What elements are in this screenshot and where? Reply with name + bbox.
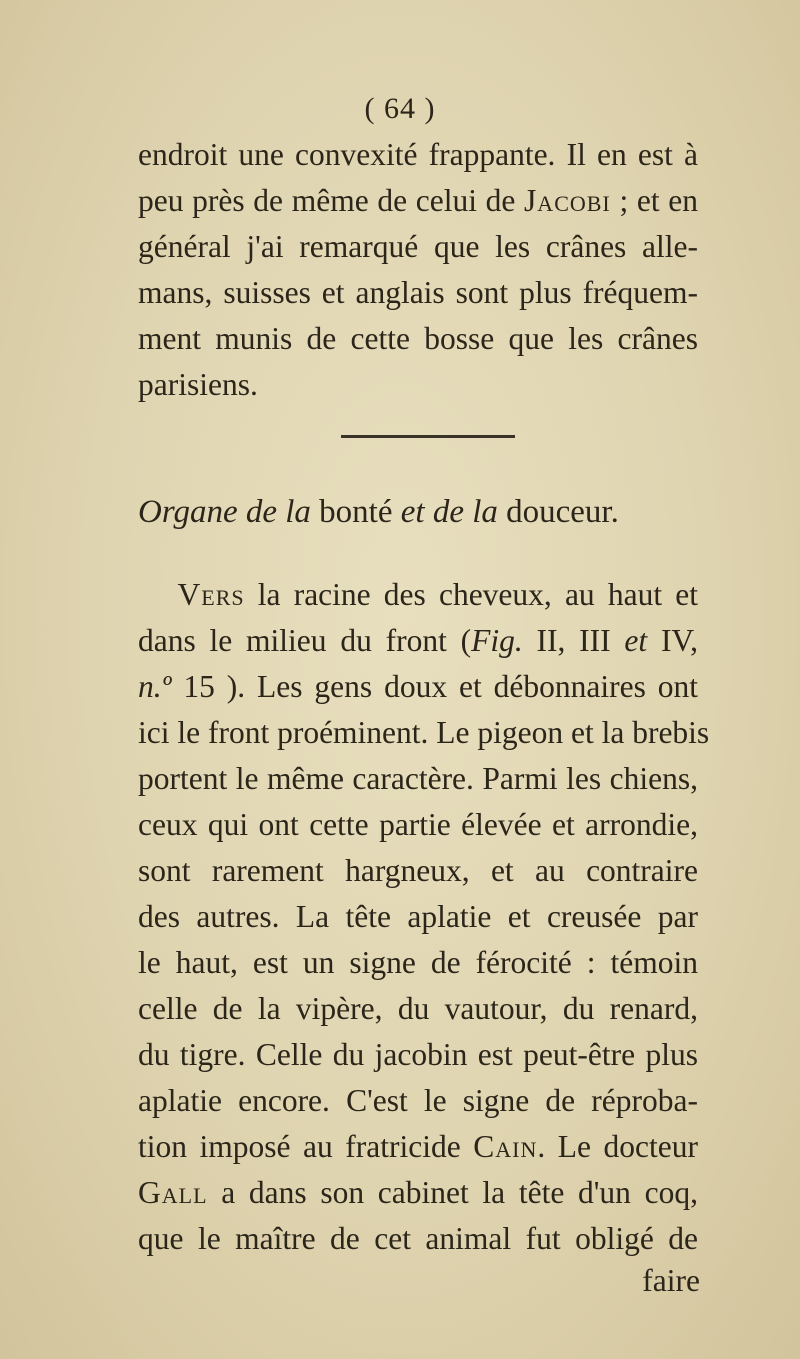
text-line: général j'ai remarqué que les crânes alle-: [138, 229, 698, 264]
paragraph-body: [138, 572, 710, 1262]
text-line: parisiens.: [138, 367, 258, 402]
text-line: ceux qui ont cette partie élevée et arrondie,: [138, 807, 698, 842]
heading-fragment: bonté: [319, 494, 401, 530]
text-line: celle de la vipère, du vautour, du renard,: [138, 991, 698, 1026]
text-fragment: peu près de même de celui de: [138, 183, 525, 218]
text-fragment: 15 ). Les gens doux et débonnaires ont: [171, 669, 698, 704]
catchword: faire: [642, 1263, 700, 1298]
text-line: du tigre. Celle du jacobin est peut-être plus: [138, 1037, 698, 1072]
opening-word: Vers: [177, 577, 245, 612]
text-line: des autres. La tête aplatie et creusée par: [138, 899, 698, 934]
text-line: [138, 618, 698, 664]
text-fragment: dans le milieu du front (: [138, 623, 472, 658]
text-line: [138, 572, 698, 618]
text-line: sont rarement hargneux, et au contraire: [138, 853, 698, 888]
text-fragment: a dans son cabinet la tête d'un coq,: [207, 1175, 698, 1210]
text-line: portent le même caractère. Parmi les chiens,: [138, 761, 698, 796]
text-line: aplatie encore. C'est le signe de réproba-: [138, 1083, 698, 1118]
text-line: endroit une convexité frappante. Il en est à: [138, 137, 698, 172]
heading-fragment: douceur.: [506, 494, 619, 530]
text-line: [138, 1124, 698, 1170]
text-line: que le maître de cet animal fut obligé de: [138, 1221, 698, 1256]
text-line: [138, 178, 698, 224]
text-fragment: la racine des cheveux, au haut et: [244, 577, 698, 612]
text-line: mans, suisses et anglais sont plus fréquem-: [138, 275, 698, 310]
section-heading: [138, 490, 698, 534]
person-name-gall: Gall: [138, 1175, 208, 1210]
text-fragment: IV,: [647, 623, 698, 658]
text-line: le haut, est un signe de férocité : témoin: [138, 945, 698, 980]
number-ref: n.º: [138, 669, 172, 704]
page-number: ( 64 ): [364, 92, 436, 125]
heading-fragment: Organe de la: [138, 494, 320, 530]
text-fragment: ; et en: [610, 183, 698, 218]
text-fragment: et: [624, 623, 648, 658]
heading-fragment: et de la: [400, 494, 507, 530]
person-name-jacobi: Jacobi: [524, 183, 611, 218]
text-fragment: . Le docteur: [537, 1129, 698, 1164]
person-name-cain: Cain: [473, 1129, 538, 1164]
text-line: ici le front proéminent. Le pigeon et la brebis: [138, 715, 710, 750]
text-fragment: II, III: [522, 623, 625, 658]
text-line: ment munis de cette bosse que les crânes: [138, 321, 698, 356]
figure-ref: Fig.: [471, 623, 523, 658]
text-fragment: tion imposé au fratricide: [138, 1129, 474, 1164]
paragraph-continued: [138, 132, 698, 408]
text-line: [138, 1170, 698, 1216]
section-divider: [341, 435, 515, 438]
text-line: [138, 664, 698, 710]
